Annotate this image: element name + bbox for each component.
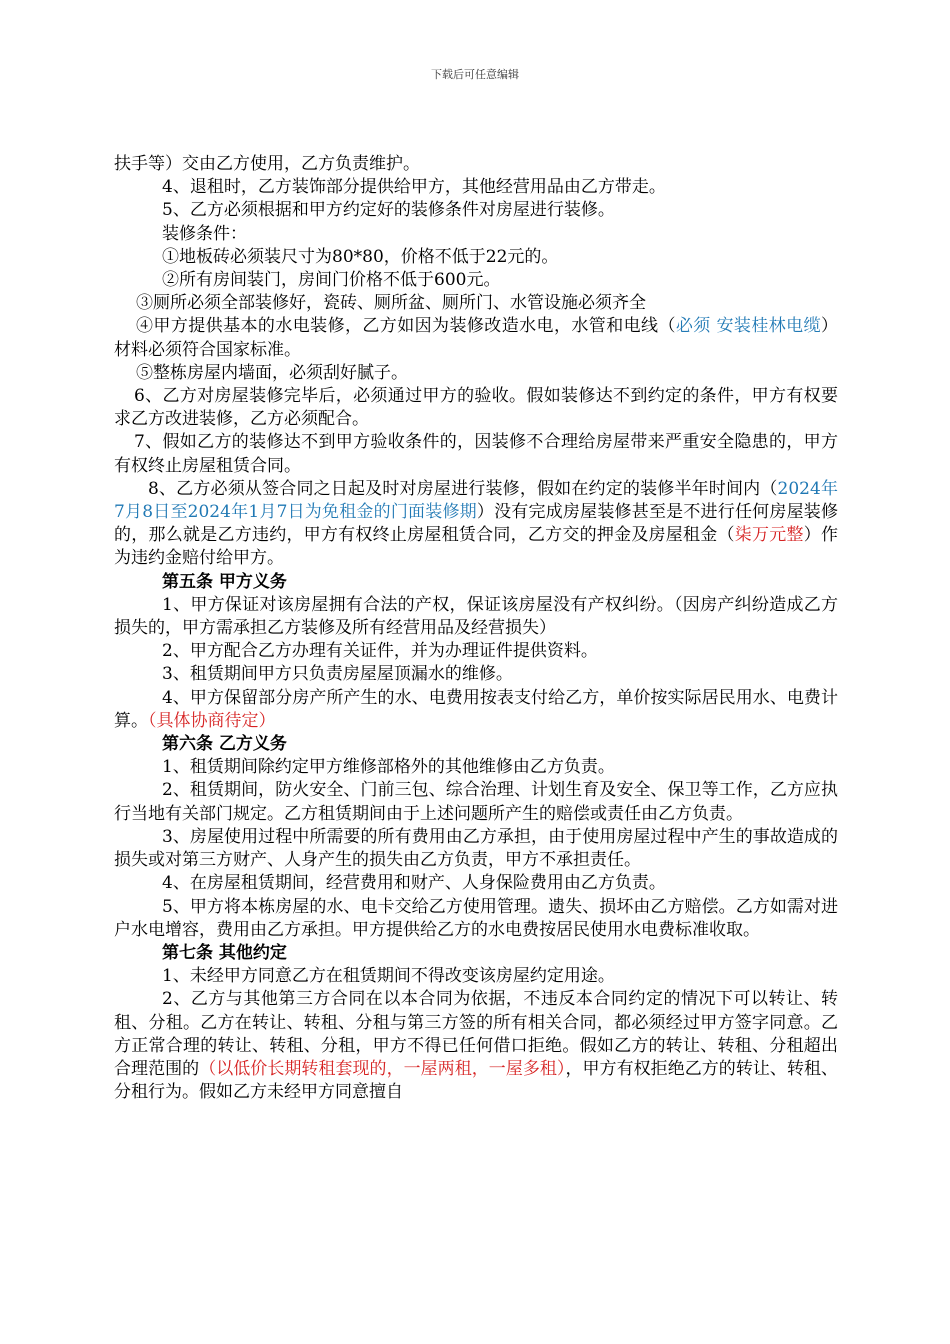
paragraph-text: 第六条 乙方义务: [162, 734, 287, 755]
contract-paragraph: [114, 988, 838, 1104]
section-heading: [114, 571, 838, 594]
contract-paragraph: [114, 223, 838, 246]
paragraph-text: ）作为违约金赔付给甲方。: [114, 525, 839, 569]
section-heading: [114, 733, 838, 756]
paragraph-text: 5、乙方必须根据和甲方约定好的装修条件对房屋进行装修。: [162, 200, 615, 221]
contract-paragraph: [114, 872, 838, 895]
highlighted-text-blue: 必须 安装桂林电缆: [675, 316, 821, 337]
paragraph-text: 4、在房屋租赁期间，经营费用和财产、人身保险费用由乙方负责。: [162, 873, 666, 894]
paragraph-text: 5、甲方将本栋房屋的水、电卡交给乙方使用管理。遗失、损坏由乙方赔偿。乙方如需对进户水电增容，费用由乙方承担。甲方提供给乙方的水电费按居民使用水电费标准收取。: [114, 896, 838, 940]
paragraph-text: ）没有完成房屋装修甚至是不进行任何房屋装修的，那么就是乙方违约，甲方有权终止房屋租赁合同，乙方交的押金及房屋租金（: [114, 502, 839, 546]
contract-paragraph: [114, 246, 838, 269]
highlighted-text-red: 柒万元整: [734, 525, 804, 546]
paragraph-text: ②所有房间装门，房间门价格不低于600元。: [162, 270, 501, 291]
contract-paragraph: [114, 594, 838, 640]
contract-paragraph: [114, 315, 838, 361]
contract-paragraph: [114, 896, 838, 942]
highlighted-text-blue: 2024年7月8日至2024年1月7日为免租金的门面装修期: [114, 478, 838, 523]
contract-paragraph: [114, 362, 838, 385]
paragraph-text: ）材料必须符合国家标准。: [114, 316, 838, 360]
paragraph-text: 1、租赁期间除约定甲方维修部格外的其他维修由乙方负责。: [162, 757, 615, 778]
highlighted-text-red: （具体协商待定）: [148, 710, 276, 731]
contract-paragraph: [114, 176, 838, 199]
paragraph-text: 3、房屋使用过程中所需要的所有费用由乙方承担，由于使用房屋过程中产生的事故造成的损失或对第三方财产、人身产生的损失由乙方负责，甲方不承担责任。: [114, 826, 838, 871]
paragraph-text: 第五条 甲方义务: [162, 571, 287, 592]
contract-paragraph: [114, 478, 838, 571]
contract-paragraph: [114, 292, 838, 315]
paragraph-text: 7、假如乙方的装修达不到甲方验收条件的，因装修不合理给房屋带来严重安全隐患的，甲方有权终止房屋租赁合同。: [114, 432, 838, 476]
contract-paragraph: [114, 431, 838, 477]
paragraph-text: 装修条件：: [162, 223, 247, 244]
paragraph-text: 6、乙方对房屋装修完毕后，必须通过甲方的验收。假如装修达不到约定的条件，甲方有权要求乙方改进装修，乙方必须配合。: [114, 386, 838, 430]
paragraph-text: ①地板砖必须装尺寸为80*80，价格不低于22元的。: [162, 246, 559, 267]
paragraph-text: ⑤整栋房屋内墙面，必须刮好腻子。: [136, 362, 408, 383]
highlighted-text-red: （以低价长期转租套现的，一屋两租，一屋多租）: [199, 1058, 566, 1079]
page-header: 下载后可任意编辑: [431, 68, 519, 81]
paragraph-text: 1、甲方保证对该房屋拥有合法的产权，保证该房屋没有产权纠纷。（因房产纠纷造成乙方损失的，甲方需承担乙方装修及所有经营用品及经营损失）: [114, 594, 838, 639]
paragraph-text: 扶手等）交由乙方使用，乙方负责维护。: [114, 154, 420, 174]
contract-paragraph: [114, 756, 838, 779]
paragraph-text: ，甲方有权拒绝乙方的转让、转租、分租行为。假如乙方未经甲方同意擅自: [114, 1058, 839, 1103]
paragraph-text: 2、甲方配合乙方办理有关证件，并为办理证件提供资料。: [162, 641, 598, 662]
paragraph-text: 2、租赁期间，防火安全、门前三包、综合治理、计划生育及安全、保卫等工作，乙方应执行当地有关部门规定。乙方租赁期间由于上述问题所产生的赔偿或责任由乙方负责。: [114, 780, 838, 824]
paragraph-text: 8、乙方必须从签合同之日起及时对房屋进行装修，假如在约定的装修半年时间内（: [148, 478, 778, 499]
contract-paragraph: [114, 269, 838, 292]
paragraph-text: 4、退租时，乙方装饰部分提供给甲方，其他经营用品由乙方带走。: [162, 177, 666, 198]
paragraph-text: 2、乙方与其他第三方合同在以本合同为依据，不违反本合同约定的情况下可以转让、转租、分租。乙方在转让、转租、分租与第三方签的所有相关合同，都必须经过甲方签字同意。乙方正常合理的转让、转租、分租，甲方不得已任何借口拒绝。假如乙方的转让、转租、分租超出合理范围的: [114, 989, 838, 1079]
section-heading: [114, 942, 838, 965]
contract-paragraph: [114, 199, 838, 222]
paragraph-text: 4、甲方保留部分房产所产生的水、电费用按表支付给乙方，单价按实际居民用水、电费计算。: [114, 687, 838, 731]
contract-paragraph: [114, 153, 838, 176]
paragraph-text: 3、租赁期间甲方只负责房屋屋顶漏水的维修。: [162, 664, 513, 685]
paragraph-text: 第七条 其他约定: [162, 942, 287, 963]
contract-paragraph: [114, 640, 838, 663]
contract-paragraph: [114, 779, 838, 825]
contract-body: [114, 153, 838, 1104]
paragraph-text: 1、未经甲方同意乙方在租赁期间不得改变该房屋约定用途。: [162, 966, 615, 987]
contract-paragraph: [114, 385, 838, 431]
contract-paragraph: [114, 965, 838, 988]
paragraph-text: ③厕所必须全部装修好，瓷砖、厕所盆、厕所门、水管设施必须齐全: [136, 293, 646, 314]
contract-paragraph: [114, 687, 838, 733]
contract-paragraph: [114, 826, 838, 872]
paragraph-text: ④甲方提供基本的水电装修，乙方如因为装修改造水电，水管和电线（: [136, 316, 676, 337]
contract-paragraph: [114, 663, 838, 686]
